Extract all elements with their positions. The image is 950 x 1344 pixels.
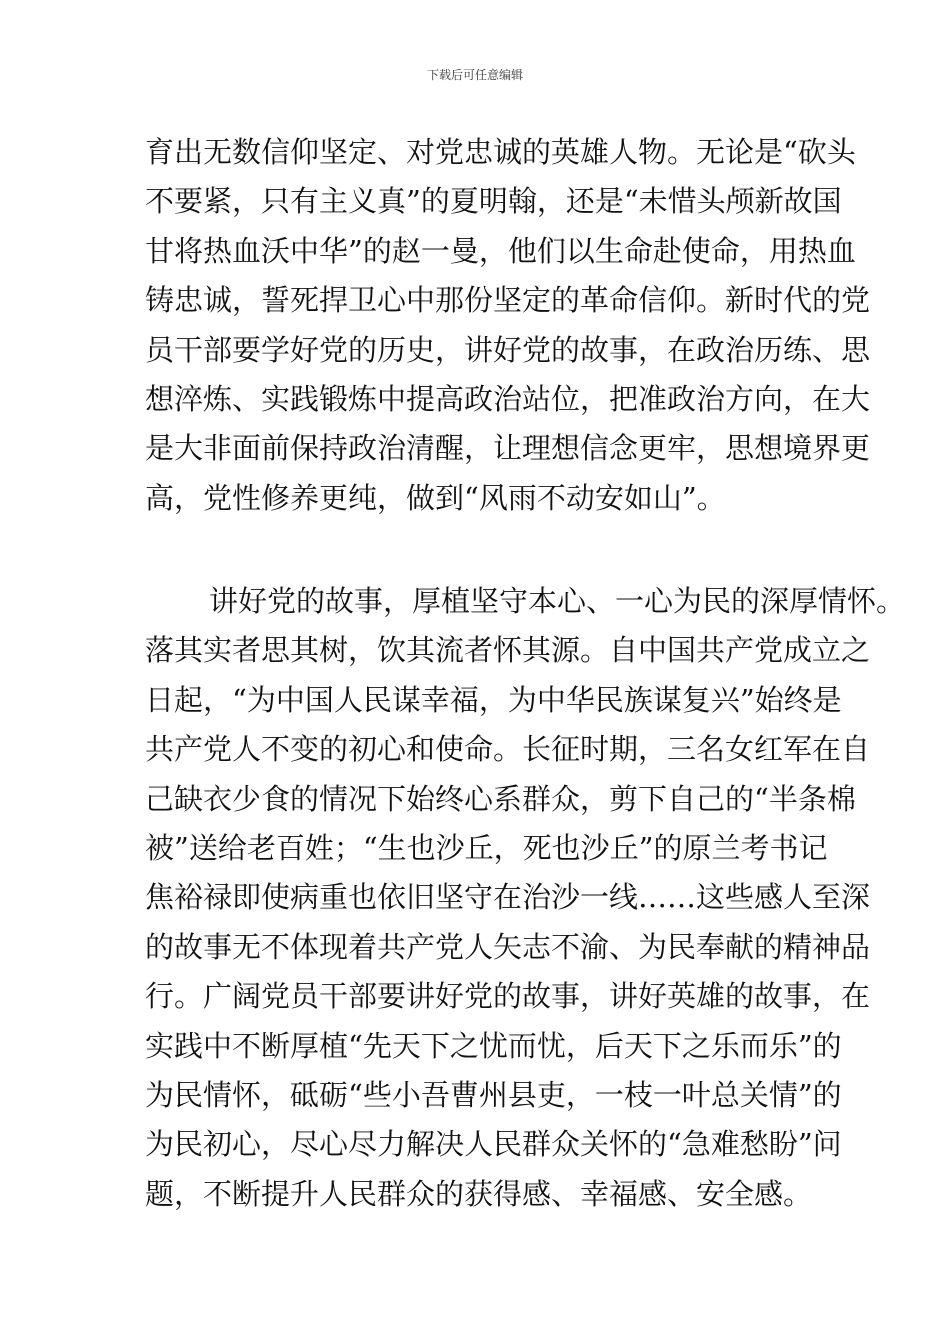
text-line: 为民初心，尽心尽力解决人民群众关怀的“急难愁盼”问 (145, 1127, 842, 1162)
text-line: 育出无数信仰坚定、对党忠诚的英雄人物。无论是“砍头 (145, 135, 856, 169)
text-line: 甘将热血沃中华”的赵一曼，他们以生命赴使命，用热血 (145, 233, 856, 268)
text-line: 共产党人不变的初心和使命。长征时期，三名女红军在自 (145, 732, 871, 767)
text-line: 己缺衣少食的情况下始终心系群众，剪下自己的“半条棉 (145, 781, 856, 816)
text-line: 是大非面前保持政治清醒，让理想信念更牢，思想境界更 (145, 431, 871, 466)
text-line: 被”送给老百姓；“生也沙丘，死也沙丘”的原兰考书记 (145, 830, 828, 865)
text-line: 想淬炼、实践锻炼中提高政治站位，把准政治方向，在大 (145, 381, 871, 416)
text-line: 为民情怀，砥砺“些小吾曹州县吏，一枝一叶总关情”的 (145, 1077, 842, 1112)
text-line: 落其实者思其树，饮其流者怀其源。自中国共产党成立之 (145, 633, 871, 668)
paragraph-1 (145, 128, 871, 523)
paragraph-2 (145, 577, 906, 1219)
text-line-first: 讲好党的故事，厚植坚守本心、一心为民的深厚情怀。 (209, 584, 906, 618)
text-line: 行。广阔党员干部要讲好党的故事，讲好英雄的故事，在 (145, 979, 871, 1014)
text-line: 实践中不断厚植“先天下之忧而忧，后天下之乐而乐”的 (145, 1028, 842, 1063)
text-line: 员干部要学好党的历史，讲好党的故事，在政治历练、思 (145, 332, 871, 367)
text-line: 日起，“为中国人民谋幸福，为中华民族谋复兴”始终是 (145, 682, 842, 717)
text-line: 铸忠诚，誓死捍卫心中那份坚定的革命信仰。新时代的党 (145, 283, 871, 318)
text-line: 不要紧，只有主义真”的夏明翰，还是“未惜头颅新故国 (145, 184, 842, 219)
text-line: 题，不断提升人民群众的获得感、幸福感、安全感。 (145, 1176, 813, 1211)
text-line: 高，党性修养更纯，做到“风雨不动安如山”。 (145, 480, 726, 515)
text-line: 的故事无不体现着共产党人矢志不渝、为民奉献的精神品 (145, 929, 871, 964)
page-header: 下载后可任意编辑 (426, 68, 523, 82)
text-line: 焦裕禄即使病重也依旧坚守在治沙一线……这些感人至深 (145, 880, 871, 915)
